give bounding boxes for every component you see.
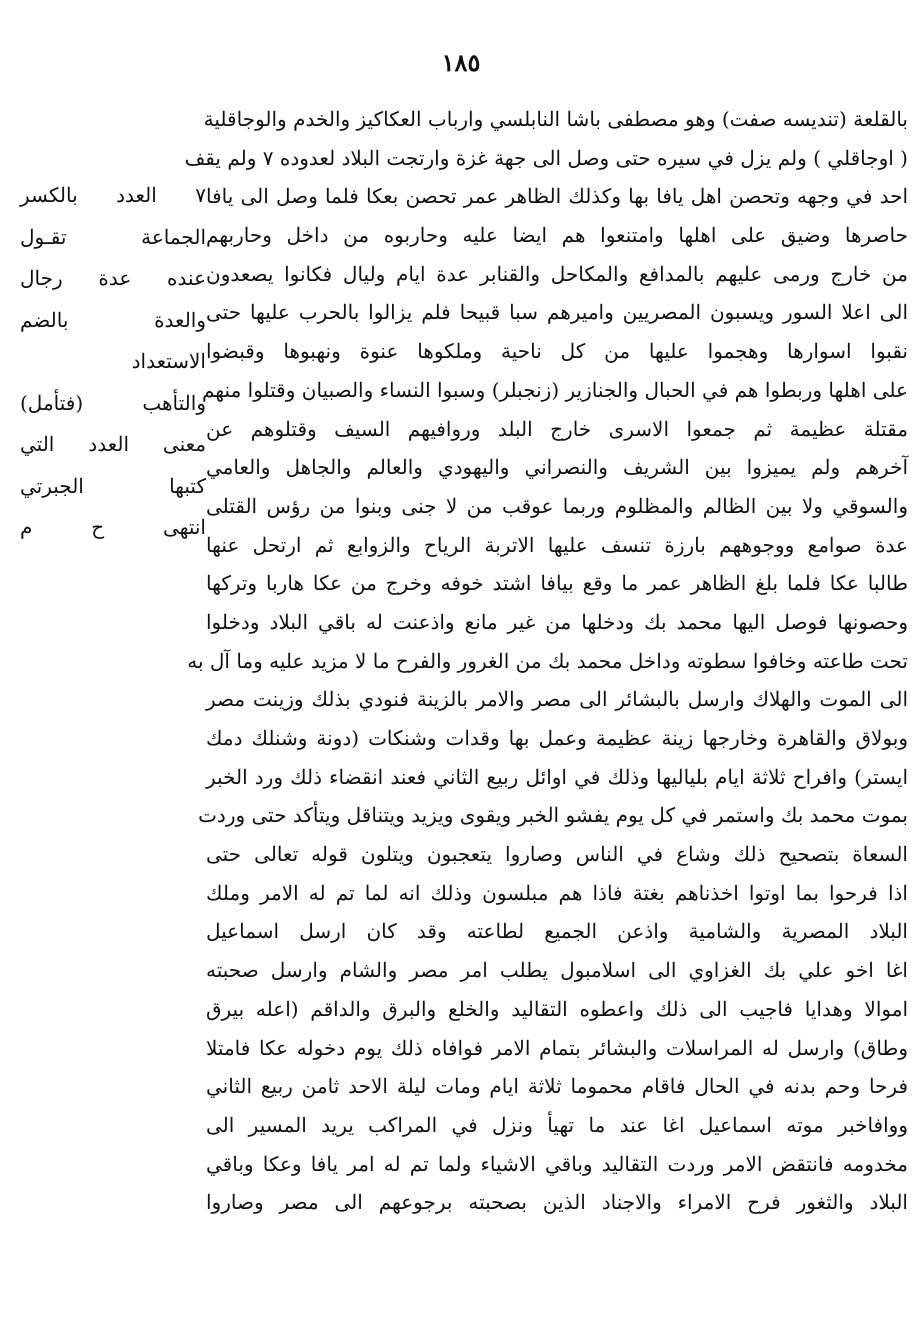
text-line: مقتلة عظيمة ثم جمعوا الاسرى خارج البلد وروافيهم السيف وقتلوهم عن xyxy=(206,416,908,441)
footnote-line: معنى العدد التي xyxy=(20,432,206,456)
text-line: الى اعلا السور ويسبون المصريين واميرهم سبا قبيحا فلم يزالوا بالحرب عليها حتى xyxy=(206,300,908,325)
text-line: السعاة بتصحيح ذلك وشاع في الناس وصاروا يتعجبون ويتلون قوله تعالى حتى xyxy=(206,842,908,867)
footnote-line: عنده عدة رجال xyxy=(20,266,206,290)
text-line: بموت محمد بك واستمر في كل يوم يفشو الخبر ويقوى ويزيد ويتناقل ويتأكد حتى وردت xyxy=(198,803,908,828)
text-line: نقبوا اسوارها وهجموا عليها من كل ناحية وملكوها عنوة ونهبوها وقبضوا xyxy=(206,339,909,364)
text-line: حاصرها وضيق على اهلها وامتنعوا هم ايضا عليه وحاربوه من داخل وحاربهم xyxy=(206,223,909,248)
footnote-line: كتبها الجبرتي xyxy=(20,473,206,498)
text-line: فرحا وحم بدنه في الحال فاقام محموما ثلاثة ايام ومات ليلة الاحد ثامن ربيع الثاني xyxy=(206,1074,908,1099)
text-line: الى الموت والهلاك وارسل بالبشائر الى مصر والامر بالزينة فنودي بذلك وزينت مصر xyxy=(206,687,908,712)
page-number: ١٨٥ xyxy=(441,48,481,77)
main-text-column xyxy=(184,100,909,1222)
footnote-line: الجماعة تقـول xyxy=(20,224,206,249)
text-line: وحصونها فوصل اليها محمد بك ودخلها من غير مانع واذعنت له باقي البلاد ودخلوا xyxy=(206,609,908,634)
text-line: احد في وجهه وتحصن اهل يافا بها وكذلك الظاهر عمر تحصن بعكا فلما وصل الى يافا xyxy=(206,184,908,209)
text-line: تحت طاعته وخافوا سطوته وداخل محمد بك من الغرور والفرح ما لا مزيد عليه وما آل به xyxy=(187,648,908,673)
text-line: البلاد والثغور فرح الامراء والاجناد الذين بصحبته برجوعهم الى مصر وصاروا xyxy=(206,1190,908,1215)
text-line: آخرهم ولم يميزوا بين الشريف والنصراني واليهودي والعالم والجاهل والعامي xyxy=(206,455,908,480)
text-line: من خارج ورمى عليهم بالمدافع والمكاحل والقنابر عدة ايام وليال فكانوا يصعدون xyxy=(206,261,908,286)
footnote-line: ٧ العدد بالكسر xyxy=(20,183,206,207)
text-line: اموالا وهدايا فاجيب الى ذلك واعطوه التقاليد والخلع والبرق والداقم (اعله بيرق xyxy=(206,996,908,1021)
footnote-line: والعدة بالضم xyxy=(20,307,206,332)
text-line: ( اوجاقلي ) ولم يزل في سيره حتى وصل الى جهة غزة وارتجت البلاد لعدوده ٧ ولم يقف xyxy=(184,145,908,170)
text-line: والسوقي ولا بين الظالم والمظلوم وربما عوقب من لا جنى وبنوا من رؤس القتلى xyxy=(206,493,908,518)
text-line: ايستر) وافراح ثلاثة ايام بلياليها وذلك في اوائل ربيع الثاني فعند انقضاء ذلك ورد الخبر xyxy=(206,764,908,789)
footnote-line: الاستعداد xyxy=(131,349,206,373)
text-line: وطاق) وارسل له المراسلات والبشائر بتمام الامر فوافاه ذلك يوم دخوله عكا فامتلا xyxy=(206,1035,908,1060)
text-line: طالبا عكا فلما بلغ الظاهر عمر ما وقع بيافا اشتد خوفه وخرج من عكا هاربا وتركها xyxy=(206,571,908,596)
text-line: اذا فرحوا بما اوتوا اخذناهم بغتة فاذا هم مبلسون وذلك انه لما تم له الامر وملك xyxy=(206,880,908,905)
text-line: وبولاق والقاهرة وخارجها زينة عظيمة وعمل بها وقدات وشنكات (دونة وشنلك دمك xyxy=(206,726,908,750)
footnote-line: والتأهب (فتأمل) xyxy=(20,390,206,415)
text-line: عدة صوامع ووجوههم بارزة تنسف عليها الاتربة الرياح والزوابع ثم ارتحل عنها xyxy=(206,532,908,557)
text-line: بالقلعة (تنديسه صفت) وهو مصطفى باشا النابلسي وارباب العكاكيز والخدم والوجاقلية xyxy=(203,107,908,131)
margin-footnote xyxy=(20,175,206,549)
text-line: اغا اخو علي بك الغزاوي الى اسلامبول يطلب امر مصر والشام وارسل صحبته xyxy=(206,958,908,983)
text-line: مخدومه فانتقض الامر وردت التقاليد وباقي الاشياء ولما تم له امر يافا وعكا وباقي xyxy=(206,1151,908,1176)
text-line: البلاد المصرية والشامية واذعن الجميع لطاعته وقد كان ارسل اسماعيل xyxy=(206,919,908,944)
text-line: ووافاخبر موته اسماعيل اغا عند ما تهيأ ونزل في المراكب يريد المسير الى xyxy=(206,1112,908,1137)
footnote-line: انتهى ح م xyxy=(20,515,206,539)
text-line: على اهلها وربطوا هم في الحبال والجنازير (زنجبلر) وسبوا النساء والصبيان وقتلوا منهم xyxy=(202,377,908,402)
